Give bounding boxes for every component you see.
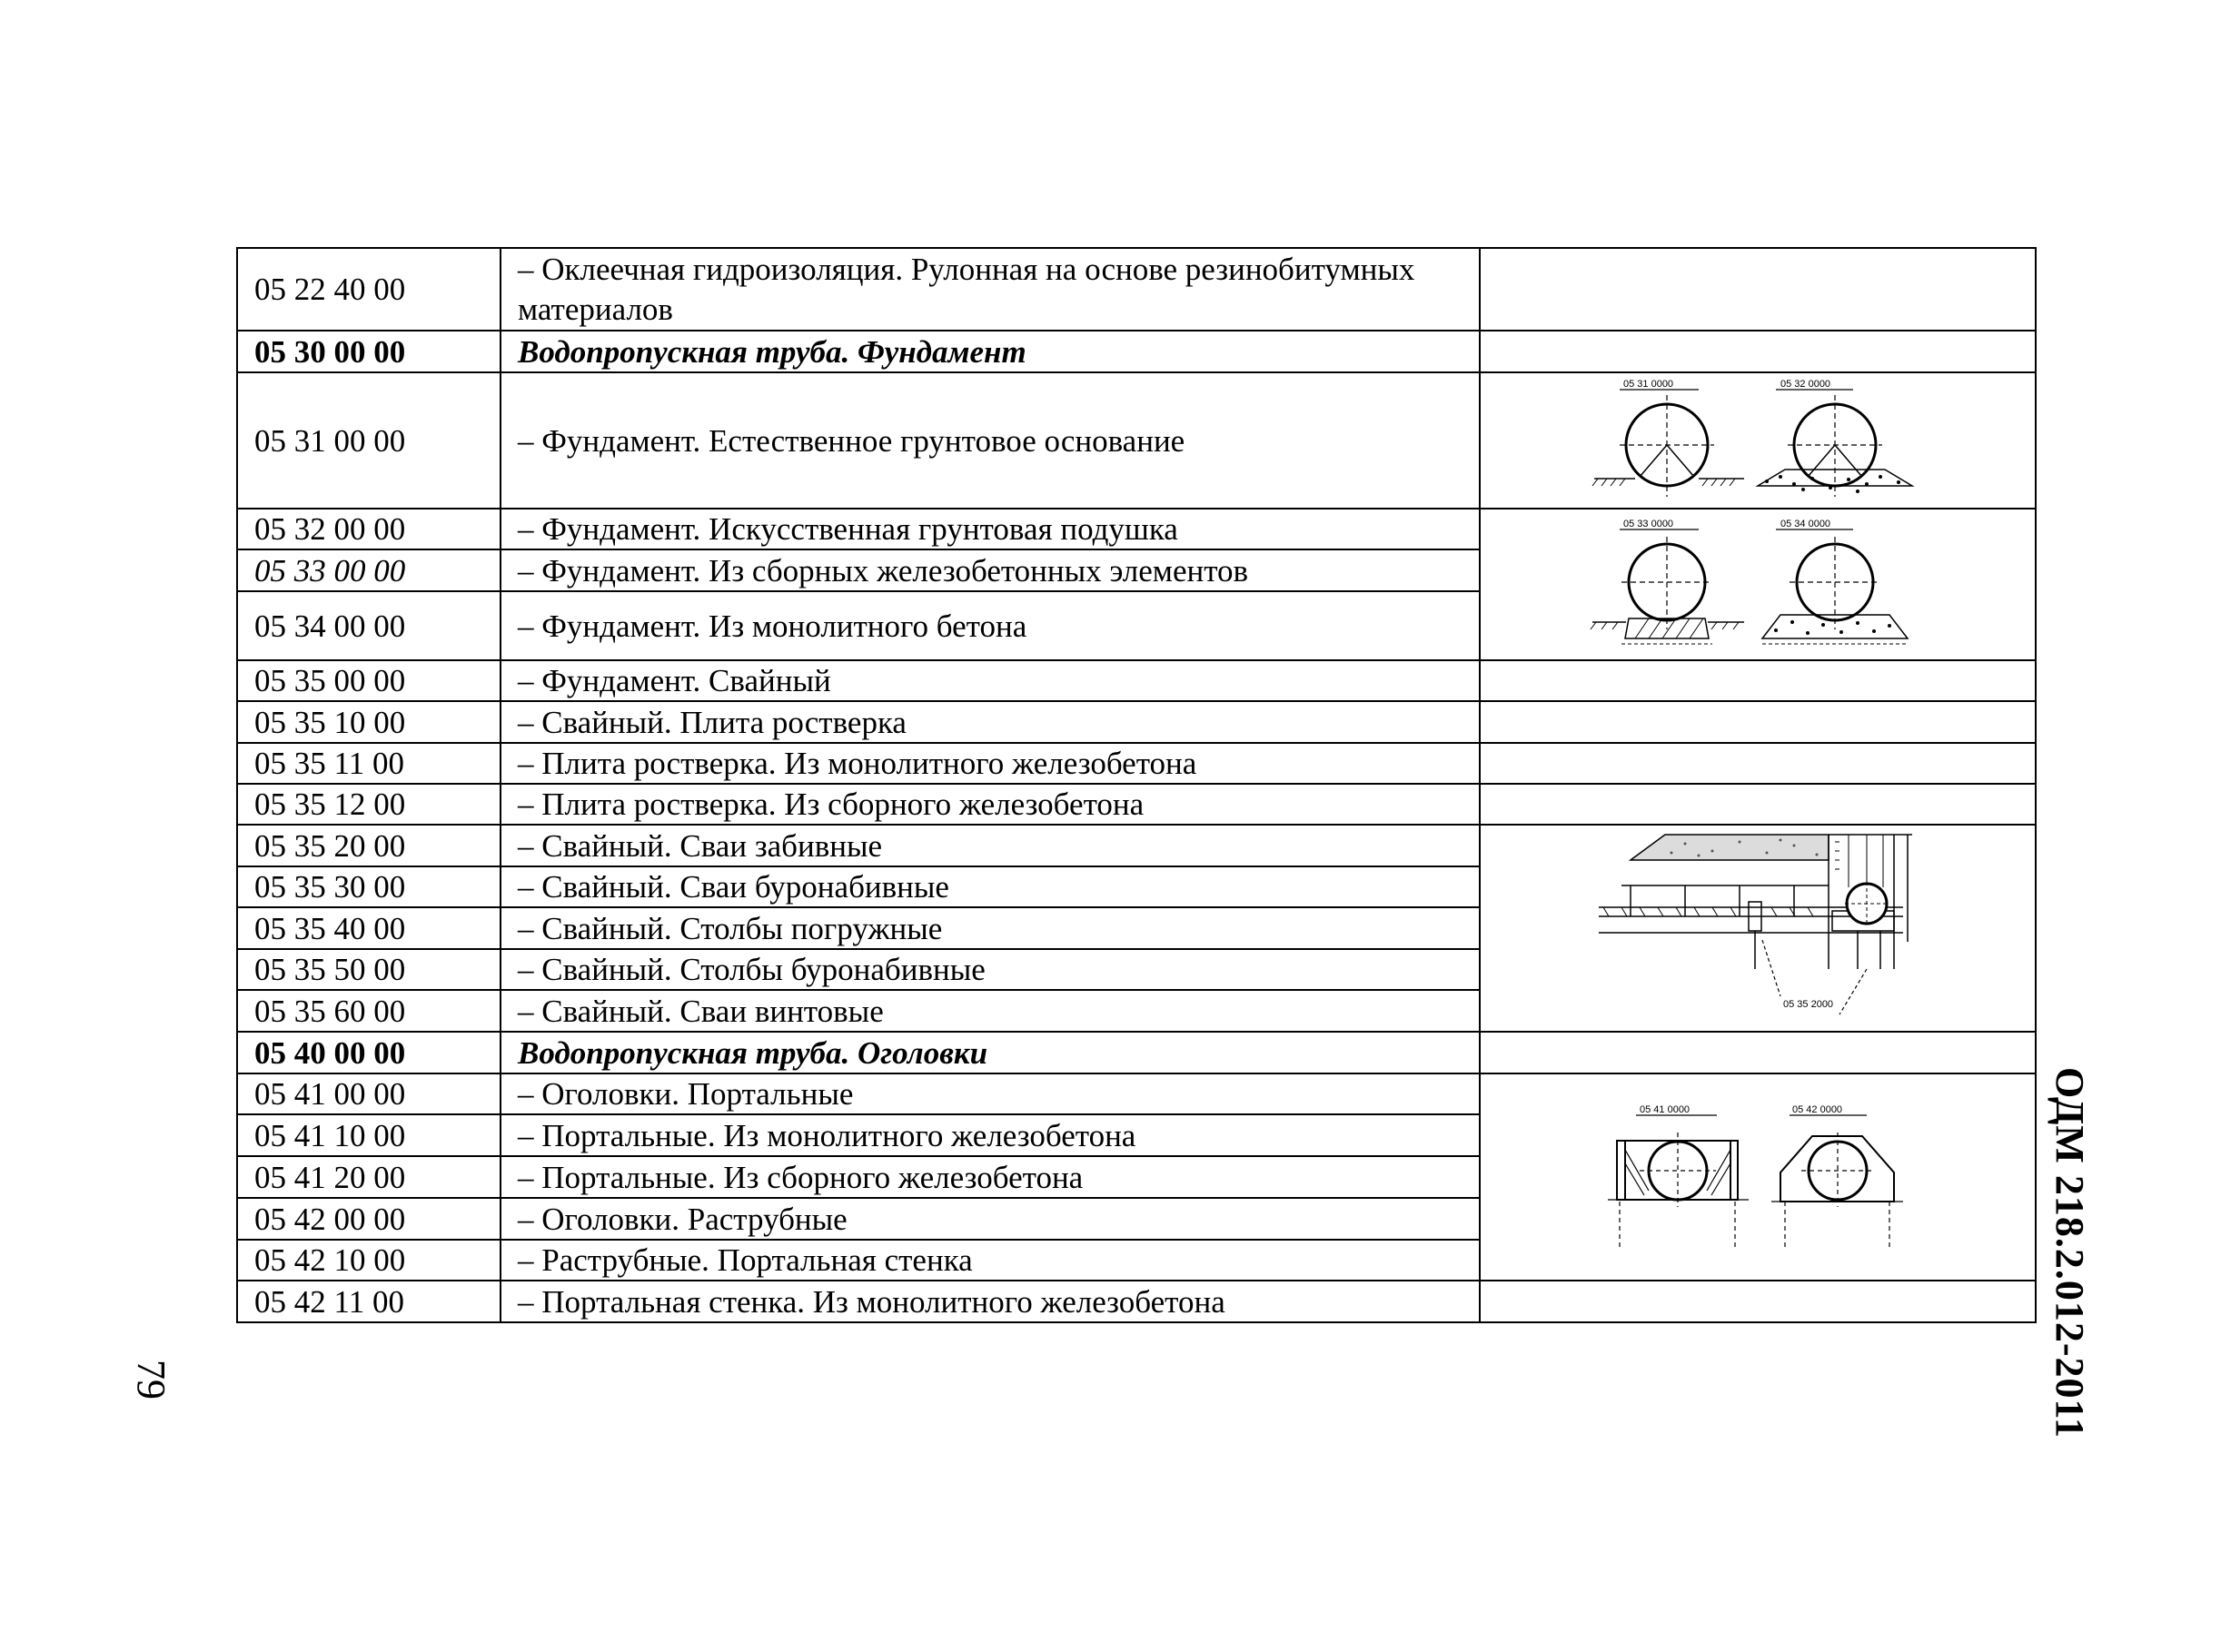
- code-cell: 05 35 40 00: [237, 907, 501, 949]
- document-code: ОДМ 218.2.012-2011: [2048, 1067, 2092, 1439]
- code-cell: 05 40 00 00: [237, 1032, 501, 1073]
- table-row: [237, 1073, 2036, 1114]
- figure-cell-empty: [1480, 743, 2036, 784]
- figure-cell-empty: [1480, 660, 2036, 701]
- description-cell: – Свайный. Плита ростверка: [501, 701, 1480, 743]
- description-cell: – Свайный. Сваи забивные: [501, 825, 1480, 866]
- pipe-foundation-svg-2: [1585, 517, 1930, 653]
- code-cell: 05 35 30 00: [237, 866, 501, 907]
- code-cell: 05 42 11 00: [237, 1281, 501, 1322]
- figure-cell-empty: [1480, 701, 2036, 743]
- code-cell: 05 41 00 00: [237, 1073, 501, 1114]
- code-cell: 05 32 00 00: [237, 509, 501, 549]
- drawing-label: 05 42 0000: [1792, 1104, 1843, 1115]
- classifier-table: [236, 247, 2037, 1323]
- table-row: [237, 701, 2036, 743]
- figure-cell-empty: [1480, 248, 2036, 331]
- code-cell: 05 30 00 00: [237, 331, 501, 372]
- drawing-label: 05 33 0000: [1623, 518, 1674, 529]
- description-cell: – Оклеечная гидроизоляция. Рулонная на основе резинобитумных материалов: [501, 248, 1480, 331]
- description-cell: – Плита ростверка. Из монолитного железобетона: [501, 743, 1480, 784]
- table-row: [237, 784, 2036, 825]
- page-number: 79: [129, 1360, 174, 1400]
- description-cell: – Оголовки. Раструбные: [501, 1198, 1480, 1240]
- code-cell: 05 35 10 00: [237, 701, 501, 743]
- table-row: [237, 509, 2036, 549]
- code-cell: 05 34 00 00: [237, 591, 501, 660]
- drawing-label: 05 32 0000: [1780, 379, 1831, 390]
- drawing-label: 05 41 0000: [1640, 1104, 1691, 1115]
- code-cell: 05 33 00 00: [237, 549, 501, 591]
- section-title: Водопропускная труба. Оголовки: [501, 1032, 1480, 1073]
- pile-foundation-drawing: [1480, 825, 2036, 1032]
- figure-cell-empty: [1480, 1281, 2036, 1322]
- description-cell: – Портальная стенка. Из монолитного железобетона: [501, 1281, 1480, 1322]
- section-title: Водопропускная труба. Фундамент: [501, 331, 1480, 372]
- code-cell: 05 42 00 00: [237, 1198, 501, 1240]
- code-cell: 05 41 10 00: [237, 1114, 501, 1156]
- figure-cell-empty: [1480, 331, 2036, 372]
- code-cell: 05 35 00 00: [237, 660, 501, 701]
- code-cell: 05 35 20 00: [237, 825, 501, 866]
- table-row: [237, 660, 2036, 701]
- code-cell: 05 35 50 00: [237, 949, 501, 990]
- table-row: [237, 825, 2036, 866]
- table-row: [237, 372, 2036, 509]
- code-cell: 05 41 20 00: [237, 1156, 501, 1198]
- table-row: [237, 743, 2036, 784]
- drawing-label: 05 35 2000: [1783, 999, 1834, 1010]
- drawing-label: 05 31 0000: [1623, 379, 1674, 390]
- description-cell: – Фундамент. Свайный: [501, 660, 1480, 701]
- foundation-natural-drawing: [1480, 372, 2036, 509]
- table-row: [237, 248, 2036, 331]
- pipe-foundation-svg-3: [1594, 833, 1921, 1024]
- foundation-cushion-drawing: [1480, 509, 2036, 660]
- section-row: [237, 1032, 2036, 1073]
- code-cell: 05 35 60 00: [237, 990, 501, 1032]
- description-cell: – Свайный. Столбы буронабивные: [501, 949, 1480, 990]
- pipe-headwall-svg: [1603, 1100, 1912, 1254]
- description-cell: – Плита ростверка. Из сборного железобетона: [501, 784, 1480, 825]
- code-cell: 05 35 11 00: [237, 743, 501, 784]
- code-cell: 05 42 10 00: [237, 1240, 501, 1281]
- pipe-foundation-svg-1: [1585, 377, 1930, 504]
- description-cell: – Свайный. Сваи винтовые: [501, 990, 1480, 1032]
- section-row: [237, 331, 2036, 372]
- description-cell: – Свайный. Сваи буронабивные: [501, 866, 1480, 907]
- description-cell: – Фундамент. Искусственная грунтовая подушка: [501, 509, 1480, 549]
- figure-cell-empty: [1480, 1032, 2036, 1073]
- table-row: [237, 1281, 2036, 1322]
- description-cell: – Фундамент. Естественное грунтовое основание: [501, 372, 1480, 509]
- drawing-label: 05 34 0000: [1780, 518, 1831, 529]
- description-cell: – Оголовки. Портальные: [501, 1073, 1480, 1114]
- description-cell: – Раструбные. Портальная стенка: [501, 1240, 1480, 1281]
- code-cell: 05 22 40 00: [237, 248, 501, 331]
- code-cell: 05 35 12 00: [237, 784, 501, 825]
- code-cell: 05 31 00 00: [237, 372, 501, 509]
- figure-cell-empty: [1480, 784, 2036, 825]
- description-cell: – Фундамент. Из монолитного бетона: [501, 591, 1480, 660]
- headwall-drawing: [1480, 1073, 2036, 1281]
- description-cell: – Свайный. Столбы погружные: [501, 907, 1480, 949]
- description-cell: – Фундамент. Из сборных железобетонных элементов: [501, 549, 1480, 591]
- description-cell: – Портальные. Из монолитного железобетона: [501, 1114, 1480, 1156]
- description-cell: – Портальные. Из сборного железобетона: [501, 1156, 1480, 1198]
